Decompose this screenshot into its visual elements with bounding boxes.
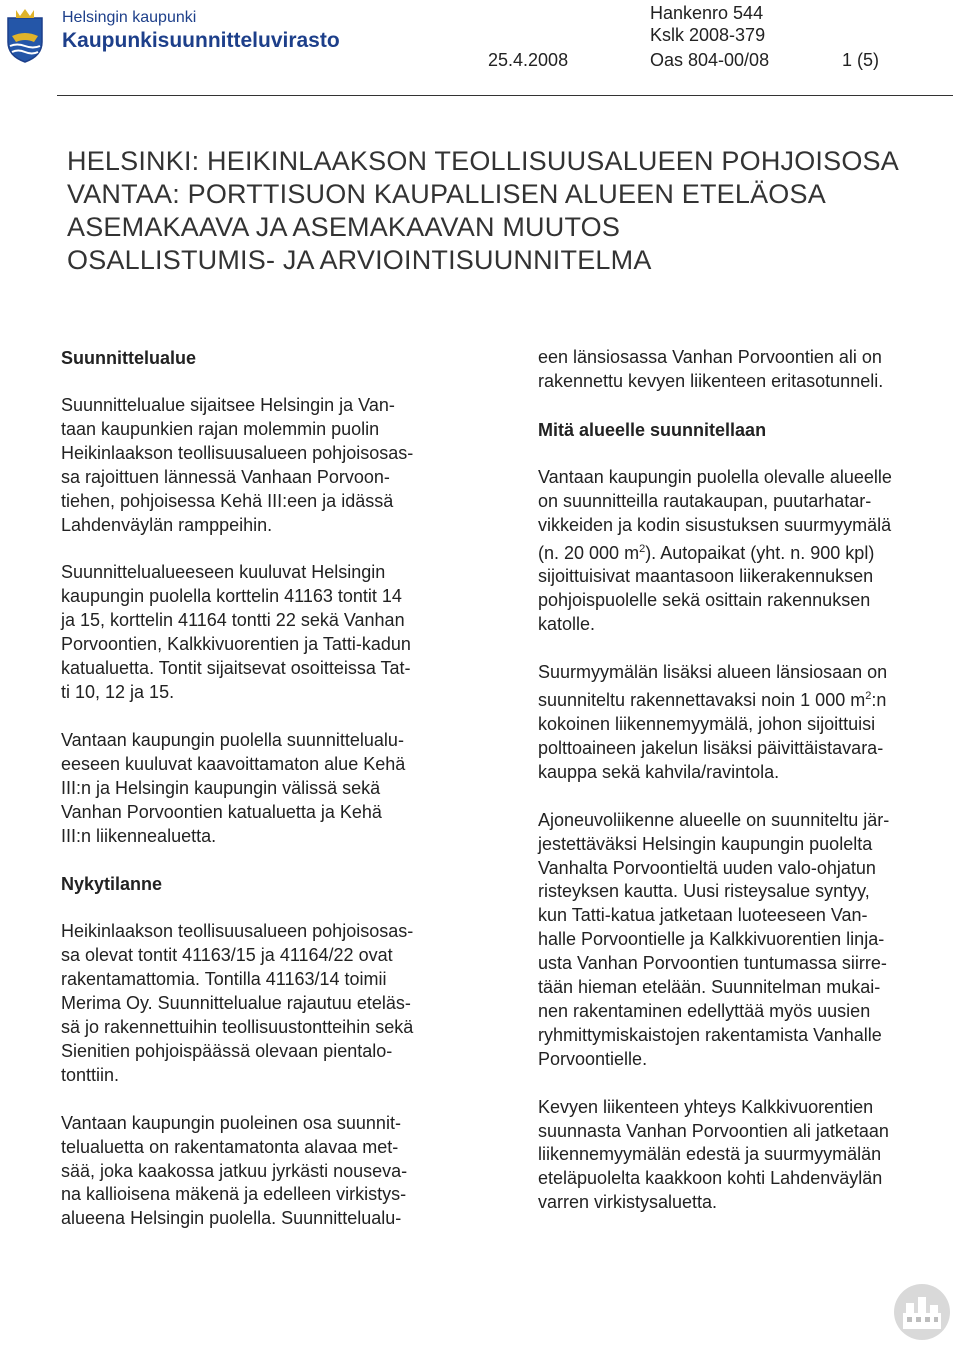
right-column	[538, 346, 958, 1239]
city-skyline-logo-icon	[893, 1283, 951, 1341]
paragraph: Vantaan kaupungin puolella suunnittelualu- eeseen kuuluvat kaavoittamaton alue Kehä III:n ja Helsingin kaupungin välissä sekä Vanhan Porvoontien katualuetta ja Kehä III:n liikennealuetta.	[61, 729, 406, 846]
section-heading-suunnittelualue: Suunnittelualue	[61, 348, 196, 368]
paragraph: Ajoneuvoliikenne alueelle on suunniteltu jär- jestettäväksi Helsingin kaupungin puolelta Vanhalta Porvoontieltä uuden valo-ohjatun risteyksen kautta. Uusi risteysalue syntyy, kun Tatti-katua jatketaan luoteeseen Van- halle Porvoontielle ja Kalkkivuorentien linja- usta Vanhan Porvoontien tuntumassa siirre- tään hieman etelään. Suunnitelman mukai- nen rakentaminen edellyttää myös uusien ryhmittymiskaistojen rakentamista Vanhalle Porvoontielle.	[538, 809, 890, 1069]
title-line: VANTAA: PORTTISUON KAUPALLISEN ALUEEN ETELÄOSA	[67, 179, 826, 209]
organization-name: Helsingin kaupunki	[62, 9, 197, 26]
paragraph: Vantaan kaupungin puoleinen osa suunnit- telualuetta on rakentamatonta alavaa met- sää, joka kaakossa jatkuu jyrkästi nouseva- na kallioisena mäkenä ja edelleen virkistys- alueena Helsingin puolella. Suunnittelualu-	[61, 1112, 408, 1229]
paragraph: Vantaan kaupungin puolella olevalle alueelle on suunnitteilla rautakaupan, puutarhatar- vikkeiden ja kodin sisustuksen suurmyymälä (n. 20 000 $m^2$). Autopaikat (yht. n. 900 kpl) sijoittuisivat maantasoon liikerakennuksen pohjoispuolelle sekä osittain rakennuksen katolle.	[538, 466, 958, 637]
section-heading-nykytilanne: Nykytilanne	[61, 874, 163, 895]
kslk-number: Kslk 2008-379	[650, 25, 766, 45]
text-line: (n. 20 000 $m^2$). Autopaikat (yht. n. 900 kpl)	[538, 542, 875, 563]
document-date: 25.4.2008	[488, 50, 569, 70]
paragraph: Suunnittelualue sijaitsee Helsingin ja Van- taan kaupunkien rajan molemmin puolin Heikinlaakson teollisuusalueen pohjoisosas- sa rajoittuen lännessä Vanhaan Porvoon- tiehen, pohjoisessa Kehä III:een ja idässä Lahdenväylän ramppeihin.	[61, 395, 414, 535]
page-number: 1 (5)	[842, 50, 880, 70]
left-column	[61, 346, 481, 1255]
title-line: HELSINKI: HEIKINLAAKSON TEOLLISUUSALUEEN POHJOISOSA	[67, 146, 899, 176]
paragraph: een länsiosassa Vanhan Porvoontien ali on rakennettu kevyen liikenteen eritasotunneli.	[538, 347, 884, 391]
paragraph: Suurmyymälän lisäksi alueen länsiosaan on suunniteltu rakennettavaksi noin 1 000 $m^2:n$ kokoinen liikennemyymälä, johon sijoittuisi polttoaineen jakelun lisäksi päivittäistavara- kauppa sekä kahvila/ravintola.	[538, 661, 958, 785]
document-title	[67, 145, 899, 277]
helsinki-crest-icon	[4, 6, 46, 64]
case-number: Hankenro 544	[650, 3, 764, 23]
section-heading-mita-suunnitellaan: Mitä alueelle suunnitellaan	[538, 419, 767, 440]
oas-number: Oas 804-00/08	[650, 50, 770, 70]
text-line: suunniteltu rakennettavaksi noin 1 000 $m^2:n$	[538, 690, 887, 711]
department-name: Kaupunkisuunnitteluvirasto	[62, 29, 340, 52]
paragraph: Heikinlaakson teollisuusalueen pohjoisosas- sa olevat tontit 41163/15 ja 41164/22 ovat rakentamattomia. Tontilla 41163/14 toimii Merima Oy. Suunnittelualue rajautuu eteläs- sä jo rakennettuihin teollisuustontteihin sekä Sienitien pohjoispäässä olevaan pientalo- tonttiin.	[61, 921, 414, 1085]
organization-brand	[62, 8, 340, 54]
paragraph: Kevyen liikenteen yhteys Kalkkivuorentien suunnasta Vanhan Porvoontien ali jatketaan liikennemyymälän edestä ja suurmyymälän eteläpuolelta kaakkoon kohti Lahdenväylän varren virkistysaluetta.	[538, 1096, 889, 1213]
header-divider	[57, 95, 953, 96]
title-line: OSALLISTUMIS- JA ARVIOINTISUUNNITELMA	[67, 245, 652, 275]
paragraph: Suunnittelualueeseen kuuluvat Helsingin kaupungin puolella korttelin 41163 tontit 14 ja 15, korttelin 41164 tontti 22 sekä Vanhan Porvoontien, Kalkkivuorentien ja Tatti-kadun katualuetta. Tontit sijaitsevat osoitteissa Tat- ti 10, 12 ja 15.	[61, 562, 411, 702]
title-line: ASEMAKAAVA JA ASEMAKAAVAN MUUTOS	[67, 212, 621, 242]
